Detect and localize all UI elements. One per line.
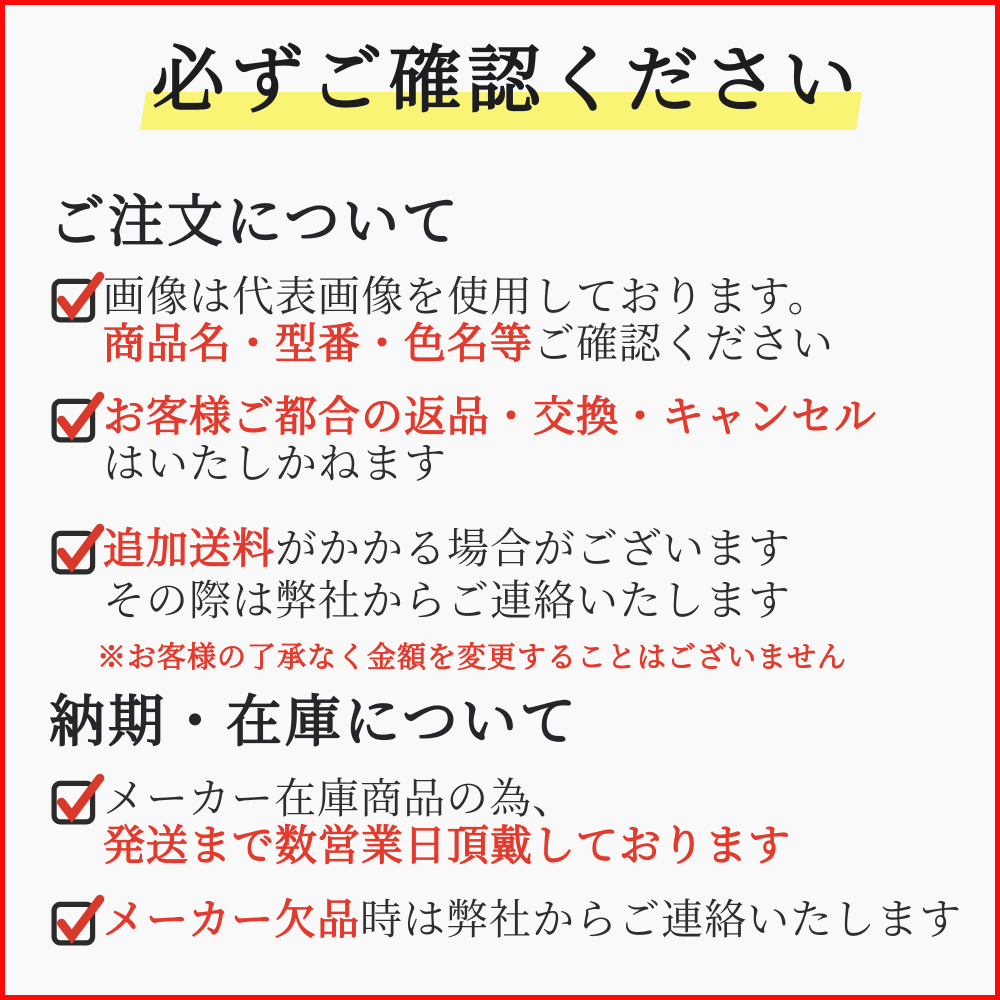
text-segment-red: お客様ご都合の返品・交換・キャンセル — [103, 395, 878, 441]
text-segment: メーカー在庫商品の為、 — [103, 777, 576, 823]
page-title: 必ずご確認ください — [151, 40, 863, 121]
checklist-item — [51, 898, 995, 946]
item-text — [97, 527, 848, 674]
item-line — [103, 275, 834, 322]
text-segment: がかかる場合がございます — [275, 527, 792, 573]
item-line — [103, 824, 791, 871]
checked-checkbox-icon — [51, 271, 103, 323]
item-line — [103, 898, 962, 945]
item-line — [103, 442, 877, 489]
text-segment-red: 追加送料 — [103, 527, 276, 573]
text-segment: はいたしかねます — [103, 442, 448, 488]
checklist-item — [51, 527, 995, 674]
title-block — [5, 41, 995, 127]
checklist-item — [51, 395, 995, 489]
text-segment: 時は弊社からご連絡いたします — [360, 898, 963, 944]
text-segment: 画像は代表画像を使用しております。 — [103, 275, 831, 321]
text-segment-red: 商品名・型番・色名等 — [103, 322, 534, 368]
checked-checkbox-icon — [51, 894, 103, 946]
checklist-item — [51, 275, 995, 369]
item-line — [103, 777, 791, 824]
item-line — [103, 322, 834, 369]
checked-checkbox-icon — [51, 391, 103, 443]
section-heading-delivery-stock: 納期・在庫について — [49, 692, 579, 754]
checklist-item — [51, 777, 995, 871]
text-segment: ご確認ください — [533, 322, 835, 368]
checked-checkbox-icon — [51, 523, 103, 575]
text-segment: その際は弊社からご連絡いたします — [103, 579, 792, 625]
item-text — [103, 777, 791, 871]
item-line — [103, 395, 877, 442]
item-line — [103, 579, 847, 626]
text-segment-red: メーカー欠品 — [103, 898, 361, 944]
item-text — [103, 395, 877, 489]
item-text — [103, 275, 834, 369]
text-segment-red: 発送まで数営業日頂戴しております — [103, 824, 792, 870]
item-line — [103, 527, 847, 574]
section-heading-orders: ご注文について — [49, 192, 461, 254]
item-text — [103, 898, 962, 945]
note-text: ※お客様の了承なく金額を変更することはございません — [97, 642, 848, 674]
checked-checkbox-icon — [51, 773, 103, 825]
